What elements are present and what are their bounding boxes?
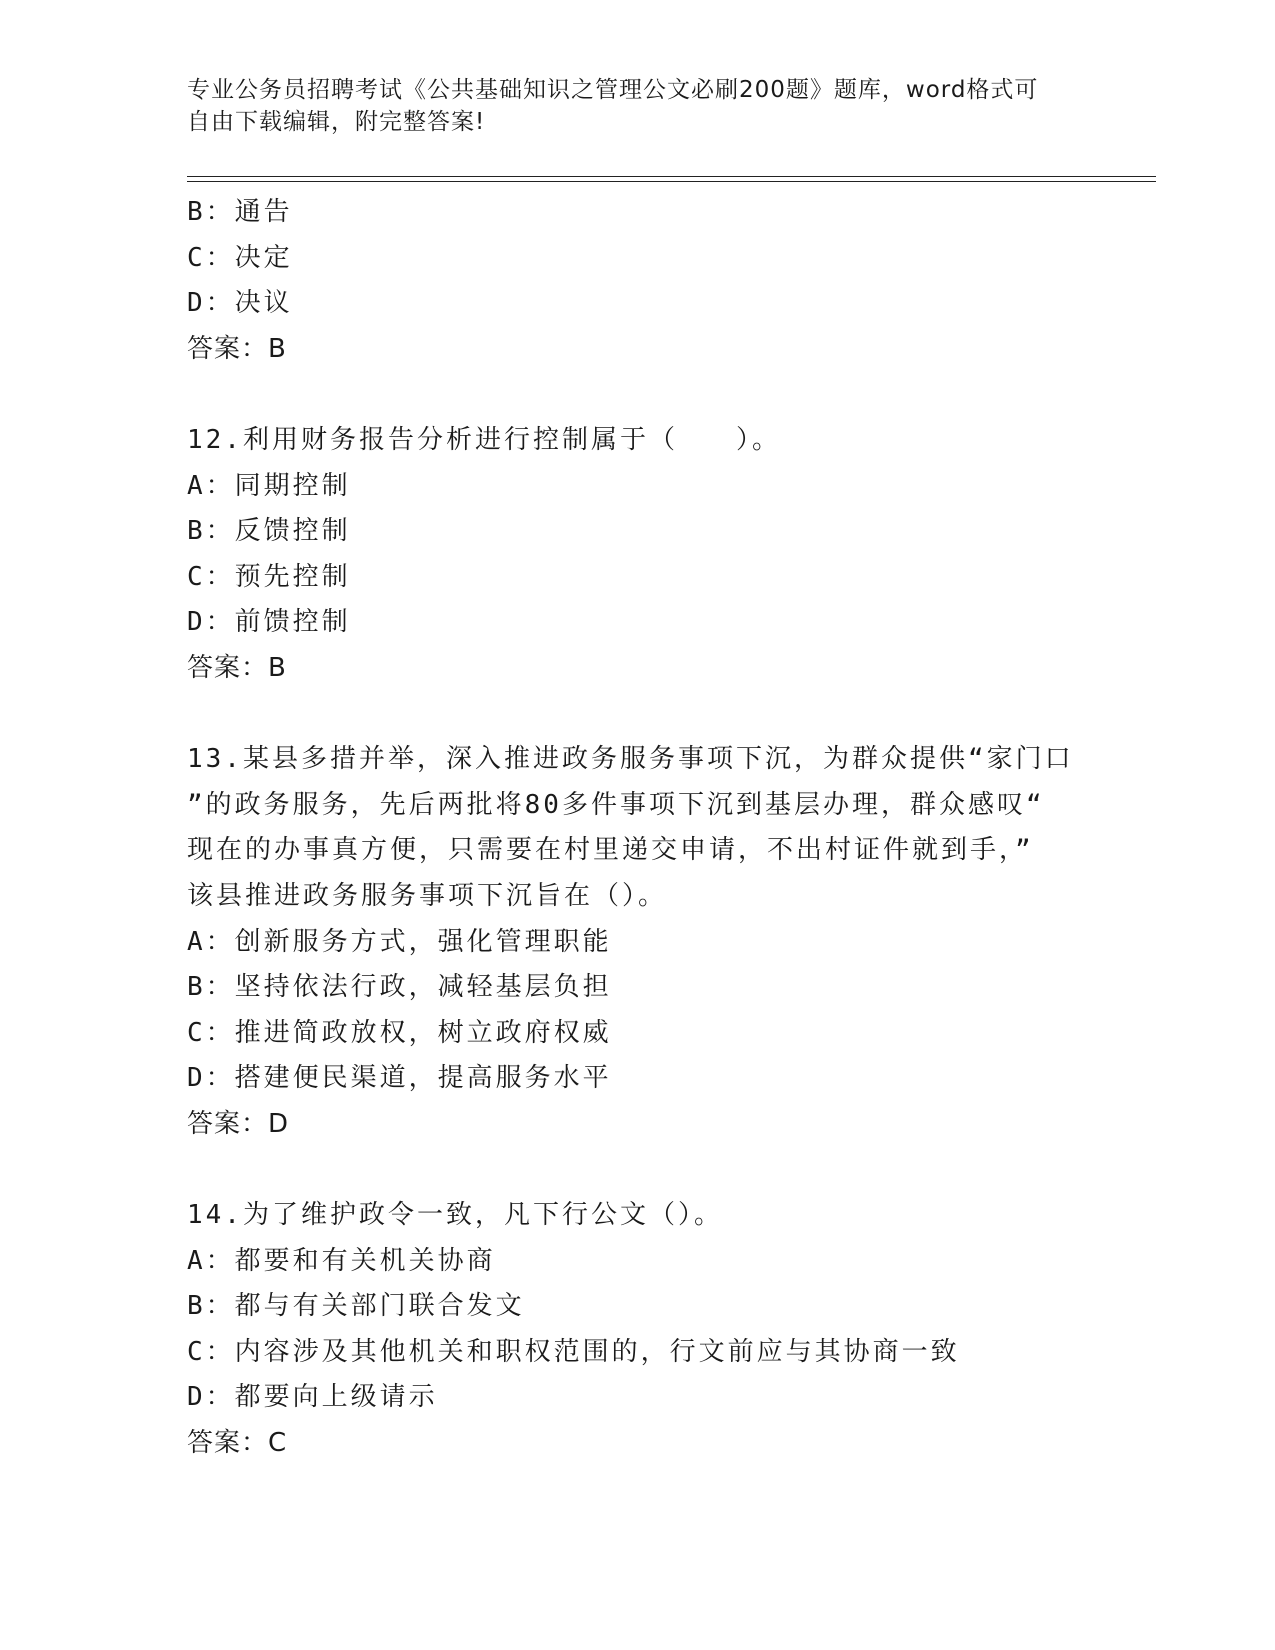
option-d: D：搭建便民渠道，提高服务水平 bbox=[187, 1063, 612, 1094]
spacer bbox=[187, 372, 1107, 418]
answer: 答案：C bbox=[187, 1428, 288, 1459]
option-c: C：预先控制 bbox=[187, 561, 351, 592]
option-b: B：坚持依法行政，减轻基层负担 bbox=[187, 972, 612, 1003]
option-d: D：前馈控制 bbox=[187, 607, 351, 638]
question-stem-line-1: 13.某县多措并举，深入推进政务服务事项下沉，为群众提供“家门口 bbox=[187, 744, 1074, 775]
answer: 答案：D bbox=[187, 1108, 290, 1139]
option-d: D：决议 bbox=[187, 288, 293, 319]
option-a: A：都要和有关机关协商 bbox=[187, 1245, 496, 1276]
option-b: B：通告 bbox=[187, 197, 293, 227]
option-b: B：都与有关部门联合发文 bbox=[187, 1291, 525, 1322]
option-a: A：同期控制 bbox=[187, 470, 351, 501]
answer: 答案：B bbox=[187, 652, 287, 683]
option-c: C：推进简政放权，树立政府权威 bbox=[187, 1017, 612, 1048]
header-divider-bottom bbox=[187, 181, 1156, 182]
question-stem: 12.利用财务报告分析进行控制属于（ ）。 bbox=[187, 424, 781, 455]
question-list bbox=[187, 190, 1107, 1467]
spacer bbox=[187, 692, 1107, 738]
option-d: D：都要向上级请示 bbox=[187, 1382, 438, 1413]
option-a: A：创新服务方式，强化管理职能 bbox=[187, 926, 612, 957]
option-c: C：内容涉及其他机关和职权范围的，行文前应与其协商一致 bbox=[187, 1336, 960, 1367]
header-divider-top bbox=[187, 176, 1156, 177]
spacer bbox=[187, 1147, 1107, 1193]
page-header bbox=[187, 74, 1087, 138]
option-b: B：反馈控制 bbox=[187, 516, 351, 547]
question-12 bbox=[187, 418, 1107, 692]
question-11 bbox=[187, 190, 1107, 372]
question-13 bbox=[187, 737, 1107, 1147]
option-c: C：决定 bbox=[187, 242, 293, 273]
question-stem-line-2: ”的政务服务，先后两批将80多件事项下沉到基层办理，群众感叹“ bbox=[187, 789, 1045, 820]
answer: 答案：B bbox=[187, 333, 287, 364]
question-stem: 14.为了维护政令一致，凡下行公文（）。 bbox=[187, 1200, 723, 1231]
header-line-2: 自由下载编辑，附完整答案! bbox=[187, 109, 486, 135]
question-stem-line-4: 该县推进政务服务事项下沉旨在（）。 bbox=[187, 880, 668, 911]
header-line-1: 专业公务员招聘考试《公共基础知识之管理公文必刷200题》题库，word格式可 bbox=[187, 77, 1039, 103]
question-14 bbox=[187, 1193, 1107, 1467]
question-stem-line-3: 现在的办事真方便，只需要在村里递交申请，不出村证件就到手，” bbox=[187, 835, 1034, 866]
